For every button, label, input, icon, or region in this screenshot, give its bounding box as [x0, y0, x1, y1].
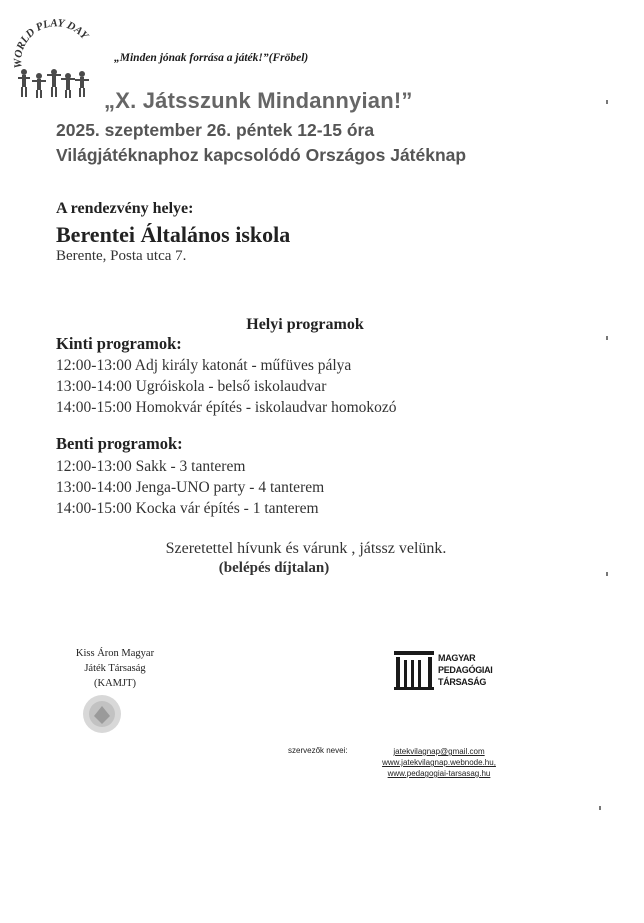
scan-mark — [606, 336, 608, 340]
invitation-text: Szeretettel hívunk és várunk , játssz velünk. — [165, 540, 447, 557]
organizer-contacts — [376, 746, 502, 779]
list-item: 14:00-15:00 Kocka vár építés - 1 tanterem — [56, 500, 319, 517]
organizer-line: Játék Társaság — [84, 663, 146, 674]
scan-mark — [599, 806, 601, 810]
scan-mark — [606, 572, 608, 576]
svg-text:WORLD PLAY DAY: WORLD PLAY DAY — [12, 17, 91, 69]
contact-email[interactable]: jatekvilagnap@gmail.com — [393, 747, 485, 756]
froebel-quote: „Minden jónak forrása a játék!”(Fröbel) — [114, 52, 309, 64]
free-entry-note: (belépés díjtalan) — [218, 560, 330, 576]
venue-label: A rendezvény helye: — [56, 200, 194, 217]
list-item: 13:00-14:00 Ugróiskola - belső iskolaudvar — [56, 378, 327, 395]
organizer-line: (KAMJT) — [94, 678, 136, 689]
event-subtitle: Világjáték​naphoz kapcsolódó Országos Játéknap — [56, 145, 467, 165]
mpt-building-icon — [393, 648, 435, 692]
organizer-kamjt — [56, 646, 174, 691]
outdoor-programs-heading: Kinti programok: — [56, 334, 182, 353]
world-play-day-logo — [12, 10, 98, 102]
list-item: 14:00-15:00 Homokvár építés - iskolaudvar homokozó — [56, 399, 397, 416]
outdoor-programs-list — [56, 355, 397, 418]
mpt-name-line: MAGYAR — [438, 653, 476, 663]
indoor-programs-list — [56, 456, 324, 519]
contact-website[interactable]: www.jatekvilagnap.webnode.hu, — [382, 758, 496, 767]
list-item: 12:00-13:00 Adj király katonát - műfüves pálya — [56, 357, 352, 374]
scan-mark — [606, 100, 608, 104]
indoor-programs-heading: Benti programok: — [56, 434, 183, 453]
list-item: 12:00-13:00 Sakk - 3 tanterem — [56, 458, 246, 475]
organizer-line: Kiss Áron Magyar — [75, 648, 155, 659]
mpt-name — [438, 652, 493, 688]
organizer-mpt — [393, 648, 493, 692]
mpt-name-line: PEDAGÓGIAI — [438, 665, 493, 675]
contact-website[interactable]: www.pedagogiai-tarsasag.hu — [387, 769, 491, 778]
mpt-name-line: TÁRSASÁG — [438, 677, 487, 687]
organizers-label: szervezők nevei: — [288, 746, 348, 755]
venue-name: Berentei Általános iskola — [56, 222, 291, 247]
programs-heading: Helyi programok — [246, 316, 364, 333]
venue-address: Berente, Posta utca 7. — [56, 248, 187, 264]
list-item: 13:00-14:00 Jenga-UNO party - 4 tanterem — [56, 479, 325, 496]
event-title: „X. Játsszunk Mindannyian!” — [104, 88, 413, 113]
kamjt-seal-icon — [82, 694, 122, 734]
event-date: 2025. szeptember 26. péntek 12-15 óra — [56, 120, 375, 140]
